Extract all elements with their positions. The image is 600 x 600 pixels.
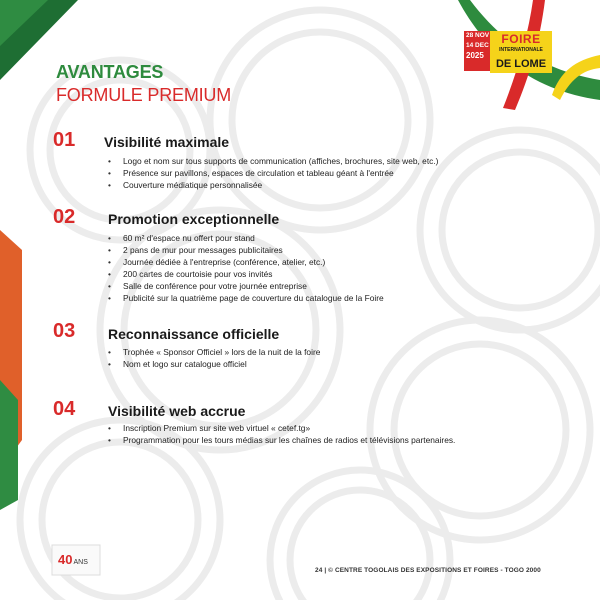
page-subtitle: FORMULE PREMIUM: [56, 85, 232, 105]
list-item: • Salle de conférence pour votre journée entreprise: [108, 280, 384, 292]
logo-date-end: 14 DEC: [466, 42, 489, 49]
list-item: • Présence sur pavillons, espaces de circulation et tableau géant à l'entrée: [108, 167, 438, 179]
logo-badge: [490, 31, 552, 73]
logo-dates: [464, 31, 490, 71]
page-footer: 24 | © CENTRE TOGOLAIS DES EXPOSITIONS ET FOIRES - TOGO 2000: [315, 567, 541, 574]
section-number: 03: [53, 320, 76, 342]
logo-city: DE LOME: [495, 58, 547, 70]
list-item: • 200 cartes de courtoisie pour vos invités: [108, 268, 384, 280]
section-title: Visibilité maximale: [104, 134, 230, 150]
list-item: • 60 m² d'espace nu offert pour stand: [108, 232, 384, 244]
anniversary-label: ANS: [73, 559, 88, 566]
anniversary-badge: [58, 552, 88, 567]
section-number: 04: [53, 398, 76, 420]
section-title: Promotion exceptionnelle: [108, 211, 280, 227]
list-item: • Journée dédiée à l'entreprise (conférence, atelier, etc.): [108, 256, 384, 268]
section-list: [108, 232, 384, 304]
logo-subtitle-line1: INTERNATIONALE: [499, 47, 543, 53]
anniversary-number: 40: [58, 552, 73, 567]
section-list: [108, 422, 455, 446]
list-item: • Trophée « Sponsor Officiel » lors de la nuit de la foire: [108, 346, 320, 358]
list-item: • Nom et logo sur catalogue officiel: [108, 358, 320, 370]
section-list: [108, 346, 320, 370]
list-item: • Couverture médiatique personnalisée: [108, 179, 438, 191]
list-item: • Inscription Premium sur site web virtuel « cetef.tg»: [108, 422, 455, 434]
foire-logo: [464, 31, 552, 73]
list-item: • Publicité sur la quatrième page de couverture du catalogue de la Foire: [108, 292, 384, 304]
section-title: Reconnaissance officielle: [108, 326, 280, 342]
list-item: • Programmation pour les tours médias sur les chaînes de radios et télévisions partenaires.: [108, 434, 455, 446]
list-item: • 2 pans de mur pour messages publicitaires: [108, 244, 384, 256]
section-title: Visibilité web accrue: [108, 403, 246, 419]
logo-name: FOIRE: [501, 32, 541, 46]
logo-subtitle: [490, 47, 552, 53]
logo-date-start: 28 NOV: [466, 32, 490, 39]
logo-year: 2025: [466, 51, 484, 60]
page-title: AVANTAGES: [56, 62, 164, 82]
section-number: 02: [53, 206, 76, 228]
list-item: • Logo et nom sur tous supports de communication (affiches, brochures, site web, etc.): [108, 155, 438, 167]
section-number: 01: [53, 129, 76, 151]
section-list: [108, 155, 438, 191]
